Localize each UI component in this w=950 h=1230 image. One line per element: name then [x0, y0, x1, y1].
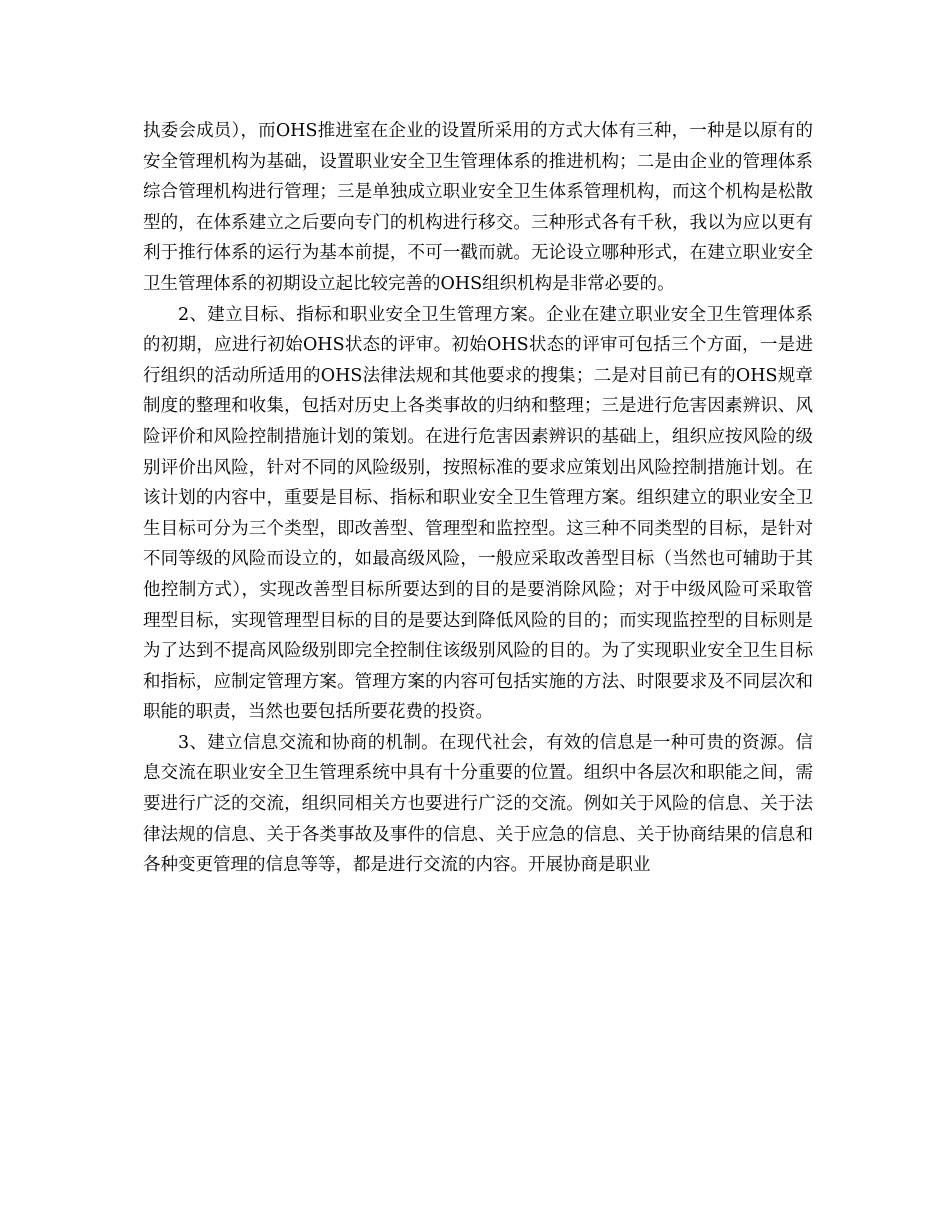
- body-text: [143, 116, 813, 881]
- paragraph-continued: 执委会成员），而OHS推进室在企业的设置所采用的方式大体有三种，一种是以原有的安全管理机构为基础，设置职业安全卫生管理体系的推进机构；二是由企业的管理体系综合管理机构进行管理；三是单独成立职业安全卫生体系管理机构，而这个机构是松散型的，在体系建立之后要向专门的机构进行移交。三种形式各有千秋，我以为应以更有利于推行体系的运行为基本前提，不可一戳而就。无论设立哪种形式，在建立职业安全卫生管理体系的初期设立起比较完善的OHS组织机构是非常必要的。: [143, 121, 813, 294]
- paragraph-section-2: 2、建立目标、指标和职业安全卫生管理方案。企业在建立职业安全卫生管理体系的初期，应进行初始OHS状态的评审。初始OHS状态的评审可包括三个方面，一是进行组织的活动所适用的OHS法律法规和其他要求的搜集；二是对目前已有的OHS规章制度的整理和收集，包括对历史上各类事故的归纳和整理；三是进行危害因素辨识、风险评价和风险控制措施计划的策划。在进行危害因素辨识的基础上，组织应按风险的级别评价出风险，针对不同的风险级别，按照标准的要求应策划出风险控制措施计划。在该计划的内容中，重要是目标、指标和职业安全卫生管理方案。组织建立的职业安全卫生目标可分为三个类型，即改善型、管理型和监控型。这三种不同类型的目标，是针对不同等级的风险而设立的，如最高级风险，一般应采取改善型目标（当然也可辅助于其他控制方式），实现改善型目标所要达到的目的是要消除风险；对于中级风险可采取管理型目标，实现管理型目标的目的是要达到降低风险的目的；而实现监控型的目标则是为了达到不提高风险级别即完全控制住该级别风险的目的。为了实现职业安全卫生目标和指标，应制定管理方案。管理方案的内容可包括实施的方法、时限要求及不同层次和职能的职责，当然也要包括所要花费的投资。: [143, 304, 813, 723]
- paragraph-section-3: 3、建立信息交流和协商的机制。在现代社会，有效的信息是一种可贵的资源。信息交流在职业安全卫生管理系统中具有十分重要的位置。组织中各层次和职能之间，需要进行广泛的交流，组织同相关方也要进行广泛的交流。例如关于风险的信息、关于法律法规的信息、关于各类事故及事件的信息、关于应急的信息、关于协商结果的信息和各种变更管理的信息等等，都是进行交流的内容。开展协商是职业: [143, 732, 813, 876]
